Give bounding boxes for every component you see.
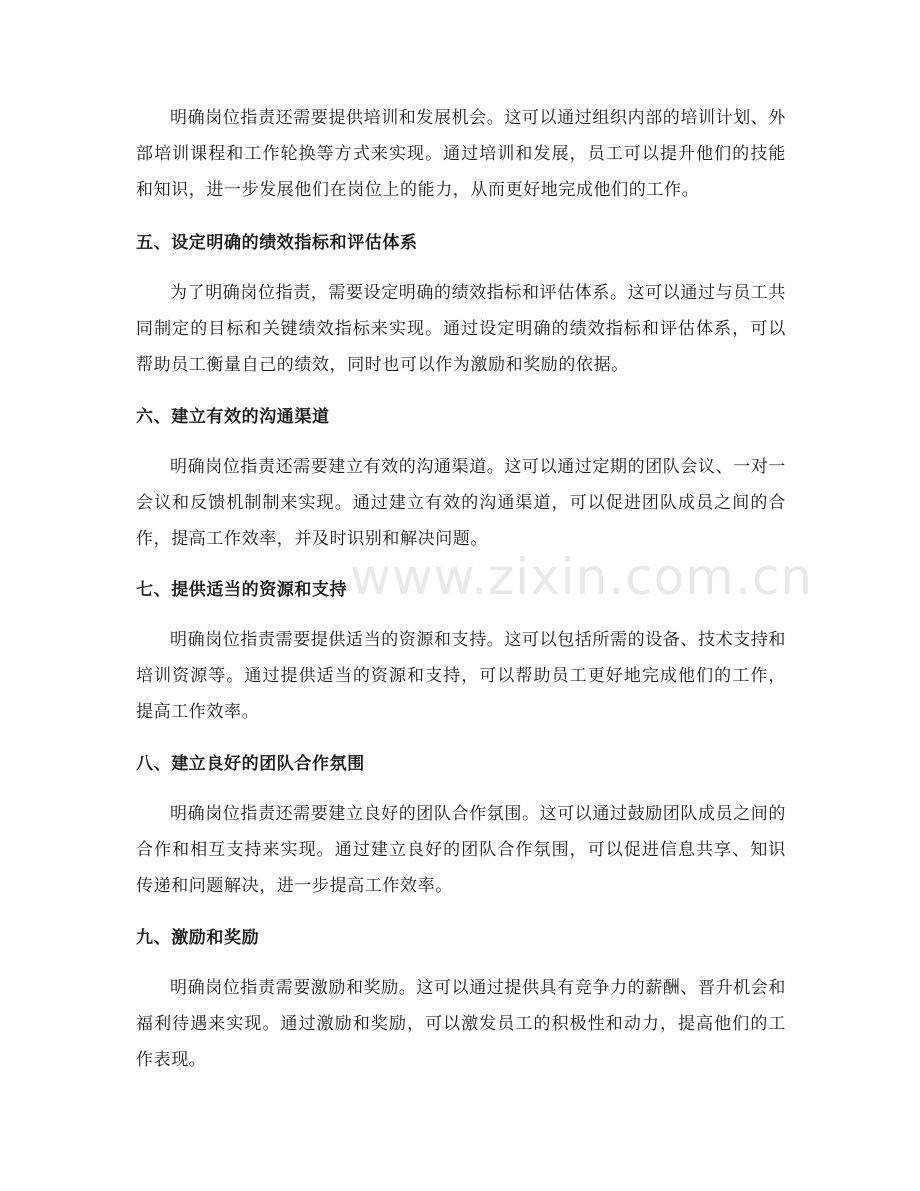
section-9-body — [136, 970, 786, 1078]
section-6 — [136, 405, 786, 429]
section-heading: 八、建立良好的团队合作氛围 — [136, 754, 365, 774]
intro-paragraph: 明确岗位指责还需要提供培训和发展机会。这可以通过组织内部的培训计划、外部培训课程和工作轮换等方式来实现。通过培训和发展，员工可以提升他们的技能和知识，进一步发展他们在岗位上的能力，从而更好地完成他们的工作。 — [136, 108, 786, 200]
watermark: www.zixin.com.cn — [350, 548, 814, 606]
section-8-body — [136, 796, 786, 904]
section-heading: 六、建立有效的沟通渠道 — [136, 407, 330, 427]
section-8 — [136, 752, 786, 776]
section-9 — [136, 926, 786, 950]
intro-section — [136, 100, 786, 208]
section-6-body — [136, 449, 786, 557]
section-heading: 九、激励和奖励 — [136, 928, 260, 948]
section-heading: 五、设定明确的绩效指标和评估体系 — [136, 233, 418, 253]
section-paragraph: 为了明确岗位指责，需要设定明确的绩效指标和评估体系。这可以通过与员工共同制定的目标和关键绩效指标来实现。通过设定明确的绩效指标和评估体系，可以帮助员工衡量自己的绩效，同时也可以作为激励和奖励的依据。 — [136, 283, 786, 375]
section-7-body — [136, 622, 786, 730]
section-heading: 七、提供适当的资源和支持 — [136, 580, 348, 600]
section-paragraph: 明确岗位指责需要提供适当的资源和支持。这可以包括所需的设备、技术支持和培训资源等。通过提供适当的资源和支持，可以帮助员工更好地完成他们的工作，提高工作效率。 — [136, 630, 786, 722]
section-7 — [136, 578, 786, 602]
section-5 — [136, 231, 786, 255]
section-paragraph: 明确岗位指责需要激励和奖励。这可以通过提供具有竞争力的薪酬、晋升机会和福利待遇来实现。通过激励和奖励，可以激发员工的积极性和动力，提高他们的工作表现。 — [136, 978, 786, 1070]
section-paragraph: 明确岗位指责还需要建立良好的团队合作氛围。这可以通过鼓励团队成员之间的合作和相互支持来实现。通过建立良好的团队合作氛围，可以促进信息共享、知识传递和问题解决，进一步提高工作效率。 — [136, 804, 786, 896]
section-5-body — [136, 275, 786, 383]
section-paragraph: 明确岗位指责还需要建立有效的沟通渠道。这可以通过定期的团队会议、一对一会议和反馈机制制来实现。通过建立有效的沟通渠道，可以促进团队成员之间的合作，提高工作效率，并及时识别和解决问题。 — [136, 457, 786, 549]
